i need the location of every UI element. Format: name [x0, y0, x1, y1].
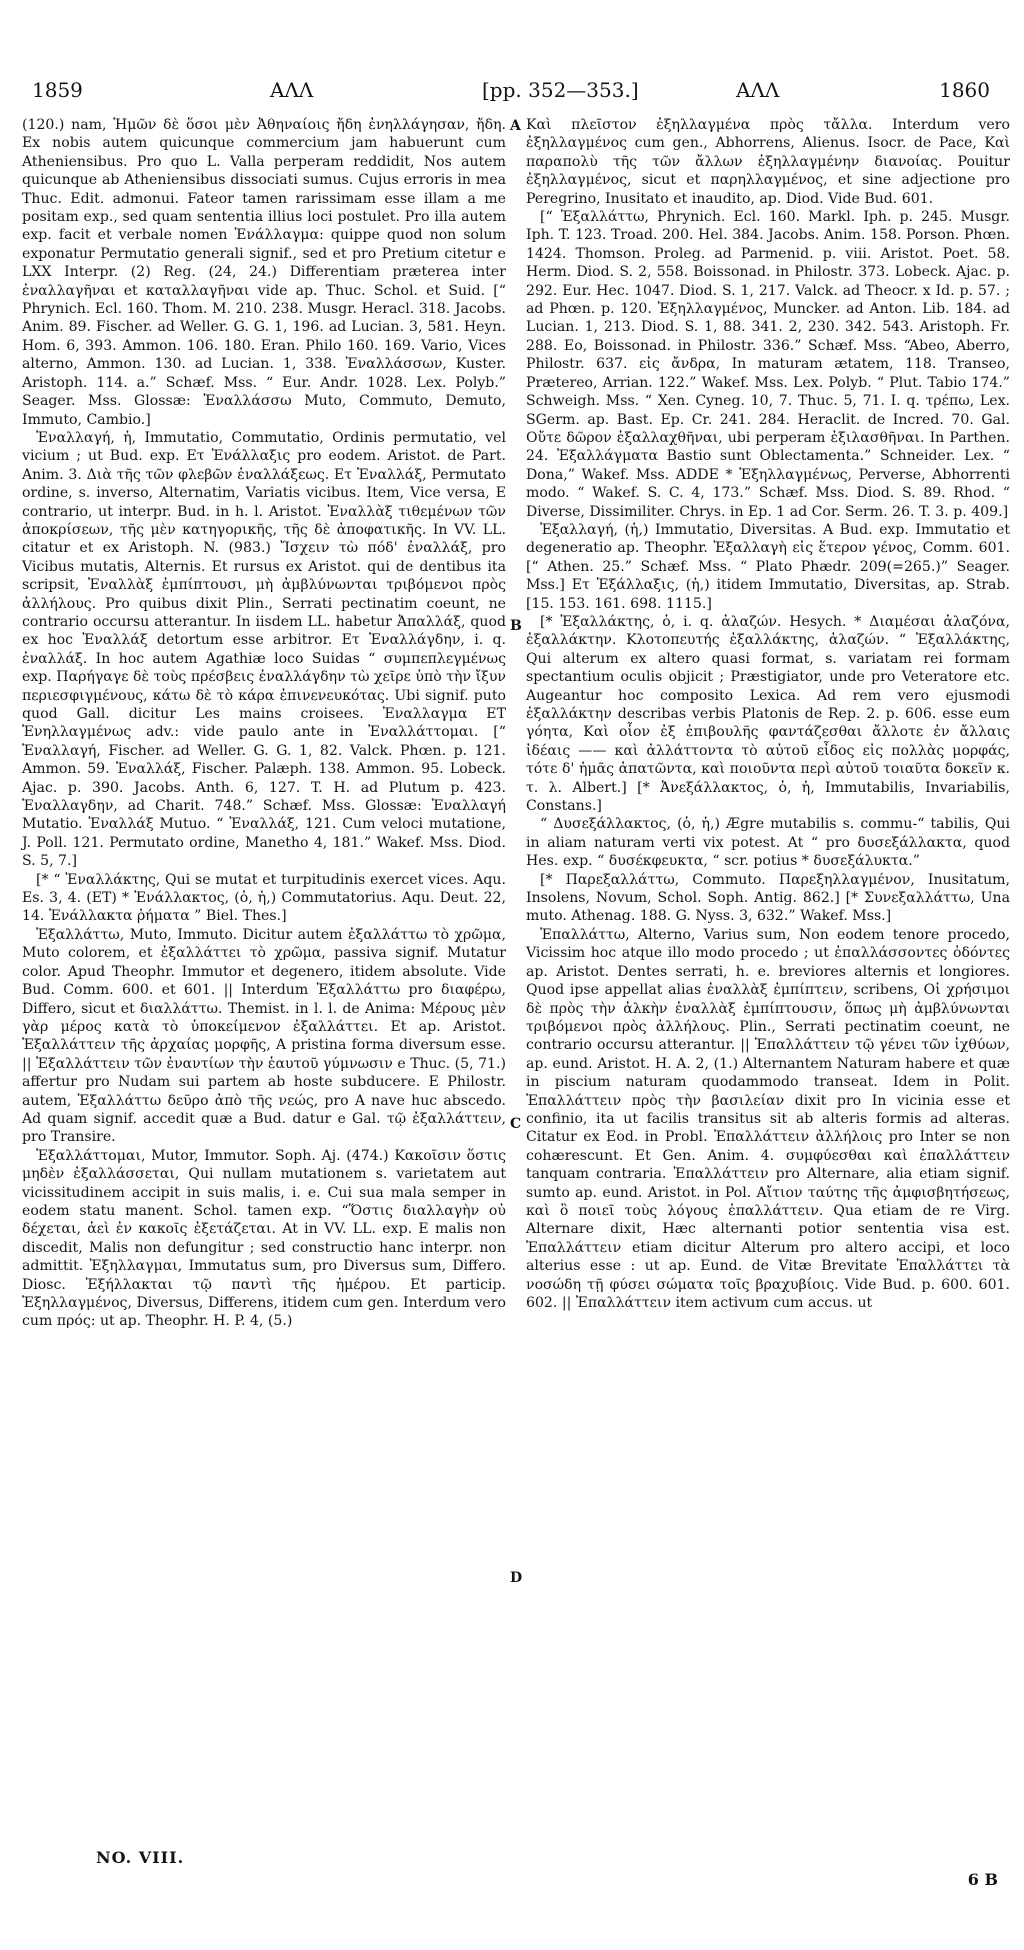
- section-marker-a: A: [510, 118, 521, 134]
- right-paragraph: “ Δυσεξάλλακτος, (ὁ, ἡ,) Ægre mutabilis s. commu-“ tabilis, Qui in aliam naturam verti vix potest. At “ pro δυσεξάλλακτα, quod Hes. exp. “ δυσέκφευκτα, “ scr. potius * δυσεξάλυκτα.”: [526, 816, 1010, 870]
- header-column-number: 1860: [939, 78, 990, 102]
- right-paragraph: [* Ἐξαλλάκτης, ὁ, i. q. ἀλαζών. Hesych. * Διαμέσαι ἀλαζόνα, ἐξαλλάκτην. Κλοτοπευτής ἐξαλλάκτης, ἀλαζών. “ Ἐξαλλάκτης, Qui alterum ex altero quasi format, s. variatam rei formam spectantium oculis objicit ; Præstigiator, unde pro Veteratore etc. Augeantur hoc composito Lexica. Ad rem vero ejusmodi ἐξαλλάκτην describas verbis Platonis de Rep. 2. p. 606. esse eum γόητα, Καὶ οἷον ἐξ ἐπιβουλῆς φαντάζεσθαι ἄλλοτε ἐν ἄλλαις ἰδέαις —— καὶ ἀλλάττοντα τὸ αὐτοῦ εἶδος εἰς πολλὰς μορφάς, τότε δ' ἡμᾶς ἀπατῶντα, καὶ ποιοῦντα περὶ αὐτοῦ τοιαῦτα δοκεῖν κ. τ. λ. Albert.] [* Ἀνεξάλλακτος, ὁ, ἡ, Immutabilis, Invariabilis, Constans.]: [526, 613, 1010, 815]
- page-header: [24, 78, 1000, 118]
- right-column: [526, 116, 1010, 1312]
- signature-mark: NO. VIII.: [96, 1848, 185, 1867]
- right-paragraph: Ἐπαλλάττω, Alterno, Varius sum, Non eodem tenore procedo, Vicissim hoc atque illo modo procedo ; ut ἐπαλλάσσοντες ὀδόντες ap. Aristot. Dentes serrati, h. e. breviores alternis et longiores. Quod ipse appellat alias ἐναλλὰξ ἐμπίπτειν, scribens, Οἱ χρήσιμοι δὲ πρὸς τὴν ἀλκὴν ἐναλλὰξ ἐμπίπτουσιν, ὅπως μὴ ἀμβλύνωνται τριβόμενοι πρὸς ἀλλήλους. Plin., Serrati pectinatim coeunt, ne contrario occursu atterantur. || Ἐπαλλάττειν τῷ γένει τῶν ἰχθύων, ap. eund. Aristot. H. A. 2, (1.) Alternantem Naturam habere et quæ in piscium naturam quodammodo transeat. Idem in Polit. Ἐπαλλάττειν πρὸς τὴν βασιλείαν dixit pro In vicinia esse et confinio, ita ut facilis transitus sit ab alteris formis ad alteras. Citatur ex Eod. in Probl. Ἐπαλλάττειν ἀλλήλοις pro Inter se non cohærescunt. Et Gen. Anim. 4. συμφύεσθαι καὶ ἐπαλλάττειν tanquam contraria. Ἐπαλλάττειν pro Alternare, alia etiam signif. sumto ap. eund. Aristot. in Pol. Αἴτιον ταύτης τῆς ἀμφισβητήσεως, καὶ ὃ ποιεῖ τοὺς λόγους ἐπαλλάττειν. Qua etiam de re Virg. Alternare dixit, Hæc alternanti potior sententia visa est. Ἐπαλλάττειν etiam dicitur Alterum pro altero accipi, et loco alterius esse : ut ap. Eund. de Vitæ Brevitate Ἐπαλλάττει τὰ νοσώδη τῇ φύσει σώματα τοῖς βραχυβίοις. Vide Bud. p. 600. 601. 602. || Ἐπαλλάττειν item activum cum accus. ut: [526, 926, 1010, 1311]
- section-marker-d: D: [510, 1570, 523, 1586]
- left-paragraph: Ἐξαλλάττομαι, Mutor, Immutor. Soph. Aj. (474.) Κακοῖσιν ὅστις μηδὲν ἐξαλλάσσεται, Qui nullam mutationem s. varietatem aut vicissitudinem accipit in suis malis, i. e. Cui sua mala semper in eodem statu manent. Schol. tamen exp. “Ὅστις διαλλαγὴν οὐ δέχεται, ἀεὶ ἐν κακοῖς ἐξετάζεται. At in VV. LL. exp. E malis non discedit, Malis non defungitur ; sed constructio hanc interpr. non admittit. Ἐξηλλαγμαι, Immutatus sum, pro Diversus sum, Differo. Diosc. Ἐξήλλακται τῷ παντὶ τῆς ἡμέρου. Et particip. Ἐξηλλαγμένος, Diversus, Differens, itidem cum gen. Interdum vero cum πρός: ut ap. Theophr. H. P. 4, (5.): [22, 1147, 506, 1330]
- right-paragraph: Καὶ πλεῖστον ἐξηλλαγμένα πρὸς τἄλλα. Interdum vero ἐξηλλαγμένος cum gen., Abhorrens, Alienus. Isocr. de Pace, Καὶ παραπολὺ τῆς τῶν ἄλλων ἐξηλλαγμένην διανοίας. Pouitur ἐξηλλαγμένος, sicut et παρηλλαγμένος, et sine adjectione pro Peregrino, Inusitato et inaudito, ap. Diod. Vide Bud. 601.: [526, 117, 1010, 207]
- header-year: 1859: [32, 78, 83, 102]
- header-page-range: [pp. 352—353.]: [482, 78, 639, 102]
- section-marker-c: C: [510, 1116, 522, 1132]
- right-paragraph: Ἐξαλλαγή, (ἡ,) Immutatio, Diversitas. A Bud. exp. Immutatio et degeneratio ap. Theophr. Ἐξαλλαγὴ εἰς ἕτερον γένος, Comm. 601. [“ Athen. 25.” Schæf. Mss. “ Plato Phædr. 209(=265.)” Seager. Mss.] Ετ Ἐξάλλαξις, (ἡ,) itidem Immutatio, Diversitas, ap. Strab. [15. 153. 161. 698. 1115.]: [526, 521, 1010, 612]
- left-column: [22, 116, 506, 1331]
- left-paragraph: Ἐξαλλάττω, Muto, Immuto. Dicitur autem ἐξαλλάττω τὸ χρῶμα, Muto colorem, et ἐξαλλάττει τὸ χρῶμα, passiva signif. Mutatur color. Apud Theophr. Immutor et degenero, itidem absolute. Vide Bud. Comm. 600. et 601. || Interdum Ἐξαλλάττω pro διαφέρω, Differo, sicut et διαλλάττω. Themist. in l. l. de Anima: Μέρους μὲν γὰρ μέρος κατὰ τὸ ὑποκείμενον ἐξαλλάττει. Et ap. Aristot. Ἐξαλλάττειν τῆς ἀρχαίας μορφῆς, A pristina forma diversum esse. || Ἐξαλλάττειν τῶν ἐναντίων τὴν ἑαυτοῦ γύμνωσιν e Thuc. (5, 71.) affertur pro Nudam sui partem ab hoste subducere. E Philostr. autem, Ἐξαλλάττω δεῦρο ἀπὸ τῆς νεώς, pro A nave huc abscedo. Ad quam signif. accedit quæ a Bud. datur e Gal. τῷ ἐξαλλάττειν, pro Transire.: [22, 926, 506, 1146]
- gathering-mark: 6 B: [967, 1870, 998, 1889]
- section-marker-b: B: [510, 618, 522, 634]
- right-paragraph: [* Παρεξαλλάττω, Commuto. Παρεξηλλαγμένον, Inusitatum, Insolens, Novum, Schol. Soph. Antig. 862.] [* Συνεξαλλάττω, Una muto. Athenag. 188. G. Nyss. 3, 632.” Wakef. Mss.]: [526, 871, 1010, 925]
- right-paragraph: [“ Ἐξαλλάττω, Phrynich. Ecl. 160. Markl. Iph. p. 245. Musgr. Iph. T. 123. Troad. 200. Hel. 384. Jacobs. Anim. 158. Porson. Phœn. 1424. Thomson. Proleg. ad Parmenid. p. viii. Aristot. Poet. 58. Herm. Diod. S. 2, 558. Boissonad. in Philostr. 373. Lobeck. Ajac. p. 292. Eur. Hec. 1047. Diod. S. 1, 217. Valck. ad Theocr. x Id. p. 57. ; ad Phœn. p. 120. Ἐξηλλαγμένος, Muncker. ad Anton. Lib. 184. ad Lucian. 1, 213. Diod. S. 1, 88. 341. 2, 230. 342. 543. Aristoph. Fr. 288. Eo, Boissonad. in Philostr. 336.” Schæf. Mss. “Abeo, Aberro, Philostr. 637. εἰς ἄνδρα, In maturam ætatem, 118. Transeo, Prætereo, Arrian. 122.” Wakef. Mss. Lex. Polyb. “ Plut. Tabio 174.” Schweigh. Mss. “ Xen. Cyneg. 10, 7. Thuc. 5, 71. I. q. τρέπω, Lex. SGerm. ap. Bast. Ep. Cr. 241. 284. Heraclit. de Incred. 70. Gal. Οὔτε δῶρον ἐξαλλαχθῆναι, ubi perperam ἐξιλασθῆναι. In Parthen. 24. Ἐξαλλάγματα Bastio sunt Oblectamenta.” Schneider. Lex. “ Dona,” Wakef. Mss. ADDE * Ἐξηλλαγμένως, Perverse, Abhorrenti modo. “ Wakef. S. C. 4, 173.” Schæf. Mss. Diod. S. 89. Rhod. “ Diverse, Dissimiliter. Chrys. in Ep. 1 ad Cor. Serm. 26. T. 3. p. 409.]: [526, 209, 1010, 520]
- left-paragraph: Ἐναλλαγή, ἡ, Immutatio, Commutatio, Ordinis permutatio, vel vicium ; ut Bud. exp. Ετ Ἐνάλλαξις pro eodem. Aristot. de Part. Anim. 3. Διὰ τῆς τῶν φλεβῶν ἐναλλάξεως. Ετ Ἐναλλάξ, Permutato ordine, s. inverso, Alternatim, Variatis vicibus. Item, Vice versa, E contrario, ut interpr. Bud. in h. l. Aristot. Ἐναλλὰξ τιθεμένων τῶν ἀποκρίσεων, τῆς μὲν κατηγορικῆς, τῆς δὲ ἀποφατικῆς. In VV. LL. citatur et ex Aristoph. N. (983.) Ἴσχειν τὼ πόδ' ἐναλλάξ, pro Vicibus mutatis, Alternis. Et rursus ex Aristot. qui de dentibus ita scripsit, Ἐναλλὰξ ἐμπίπτουσι, μὴ ἀμβλύνωνται τριβόμενοι πρὸς ἀλλήλους. Pro quibus dixit Plin., Serrati pectinatim coeunt, ne contrario occursu atterantur. In iisdem LL. habetur Ἀπαλλάξ, quod ex hoc Ἐναλλάξ detortum esse arbitror. Ετ Ἐναλλάγδην, i. q. ἐναλλάξ. In hoc autem Agathiæ loco Suidas “ συμπεπλεγμένως exp. Παρήγαγε δὲ τοὺς πρέσβεις ἐναλλάγδην τὼ χεῖρε ὑπὸ τὴν ἴξυν περιεσφιγμένους, κάτω δὲ τὸ κάρα ἐπινενευκότας. Ubi signif. puto quod Gall. dicitur Les mains croisees. Ἐναλλαγμα ΕΤ Ἐνηλλαγμένως adv.: vide paulo ante in Ἐναλλάττομαι. [“ Ἐναλλαγή, Fischer. ad Weller. G. G. 1, 82. Valck. Phœn. p. 121. Ammon. 59. Ἐναλλάξ, Fischer. Palæph. 138. Ammon. 95. Lobeck. Ajac. p. 390. Jacobs. Anth. 6, 127. T. H. ad Plutum p. 423. Ἐναλλαγδην, ad Charit. 748.” Schæf. Mss. Glossæ: Ἐναλλαγή Mutatio. Ἐναλλάξ Mutuo. “ Ἐναλλάξ, 121. Cum veloci mutatione, J. Poll. 121. Permutato ordine, Manetho 4, 181.” Wakef. Mss. Diod. S. 5, 7.]: [22, 429, 506, 870]
- header-right-title: ΑΛΛ: [736, 78, 780, 102]
- header-left-title: ΑΛΛ: [270, 78, 314, 102]
- left-paragraph: [* “ Ἐναλλάκτης, Qui se mutat et turpitudinis exercet vices. Aqu. Es. 3, 4. (ΕΤ) * Ἐνάλλακτος, (ὁ, ἡ,) Commutatorius. Aqu. Deut. 22, 14. Ἐνάλλακτα ῥήματα ” Biel. Thes.]: [22, 871, 506, 925]
- left-paragraph: (120.) nam, Ἡμῶν δὲ ὅσοι μὲν Ἀθηναίοις ἤδη ἐνηλλάγησαν, ἤδη. Ex nobis autem quicunque commercium jam habuerunt cum Atheniensibus. Pro quo L. Valla perperam reddidit, Nos autem quicunque ab Atheniensibus dissociati sumus. Cujus erroris in mea Thuc. Edit. admonui. Fateor tamen rarissimam esse illam a me positam exp., sed quam sententia illius loci postulet. Pro illa autem exp. facit et verbale nomen Ἐνάλλαγμα: quippe quod non solum exponatur Permutatio generali signif., sed et pro Pretium citetur e LXX Interpr. (2) Reg. (24, 24.) Differentiam præterea inter ἐναλλαγῆναι et καταλλαγῆναι vide ap. Thuc. Schol. et Suid. [“ Phrynich. Ecl. 160. Thom. M. 210. 238. Musgr. Heracl. 318. Jacobs. Anim. 89. Fischer. ad Weller. G. G. 1, 196. ad Lucian. 3, 581. Heyn. Hom. 6, 393. Ammon. 106. 180. Eran. Philo 160. 169. Vario, Vices alterno, Ammon. 130. ad Lucian. 1, 338. Ἐναλλάσσων, Kuster. Aristoph. 114. a.” Schæf. Mss. “ Eur. Andr. 1028. Lex. Polyb.” Seager. Mss. Glossæ: Ἐναλλάσσω Muto, Commuto, Demuto, Immuto, Cambio.]: [22, 117, 506, 428]
